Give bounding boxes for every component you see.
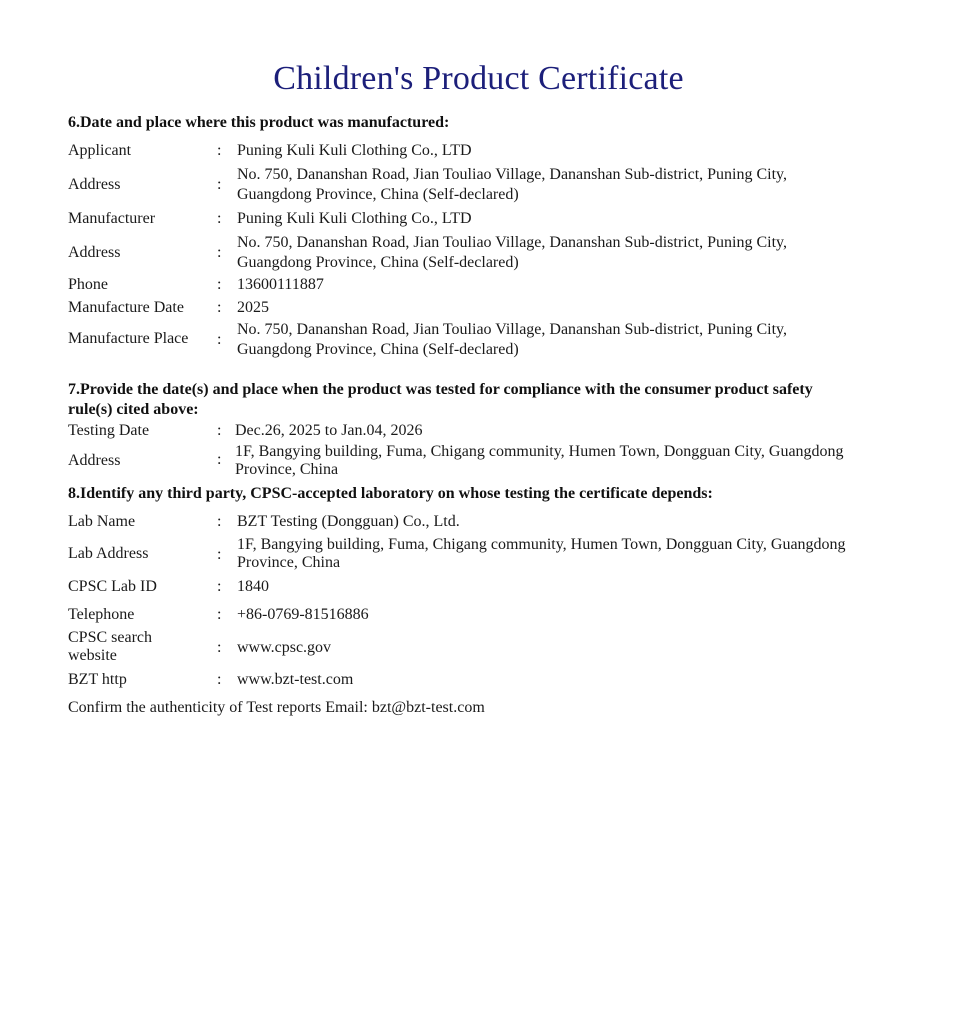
lab-address-value-line1: 1F, Bangying building, Fuma, Chigang community, Humen Town, Dongguan City, Guangdong <box>237 536 846 553</box>
applicant-value: Puning Kuli Kuli Clothing Co., LTD <box>237 142 472 159</box>
bzt-http-value: www.bzt-test.com <box>237 671 354 688</box>
colon: : <box>217 671 222 688</box>
cpsc-search-row <box>68 628 888 666</box>
manufacture-place-row <box>68 320 888 360</box>
colon: : <box>217 142 222 159</box>
colon: : <box>217 606 222 623</box>
colon: : <box>217 578 222 595</box>
address-value-line2: Guangdong Province, China (Self-declared) <box>237 186 519 203</box>
phone-label: Phone <box>68 276 108 293</box>
colon: : <box>217 299 222 316</box>
page-title: Children's Product Certificate <box>273 60 684 97</box>
cpsc-search-label-line2: website <box>68 647 117 664</box>
colon: : <box>217 210 222 227</box>
section-7-heading-line2: rule(s) cited above: <box>68 401 199 418</box>
address-label: Address <box>68 176 121 193</box>
cpsc-lab-id-value: 1840 <box>237 578 269 595</box>
manufacture-place-value-line2: Guangdong Province, China (Self-declared) <box>237 341 519 358</box>
cpsc-search-label-line1: CPSC search <box>68 629 152 646</box>
phone-value: 13600111887 <box>237 276 324 293</box>
colon: : <box>217 422 222 439</box>
address-value-line1: No. 750, Dananshan Road, Jian Touliao Village, Dananshan Sub-district, Puning City, <box>237 166 788 183</box>
applicant-address-row <box>68 165 888 205</box>
authenticity-note: Confirm the authenticity of Test reports Email: bzt@bzt-test.com <box>68 699 485 716</box>
lab-address-row <box>68 535 888 573</box>
applicant-label: Applicant <box>68 142 132 159</box>
testing-date-label: Testing Date <box>68 422 150 439</box>
manufacturer-address-row <box>68 233 888 273</box>
section-6-heading: 6.Date and place where this product was manufactured: <box>68 114 450 131</box>
colon: : <box>217 451 222 468</box>
lab-name-value: BZT Testing (Dongguan) Co., Ltd. <box>237 513 460 530</box>
address-label: Address <box>68 244 121 261</box>
manufacture-date-label: Manufacture Date <box>68 299 184 316</box>
lab-address-value-line2: Province, China <box>237 554 341 571</box>
telephone-label: Telephone <box>68 606 135 623</box>
lab-address-label: Lab Address <box>68 545 149 562</box>
manufacture-place-value-line1: No. 750, Dananshan Road, Jian Touliao Village, Dananshan Sub-district, Puning City, <box>237 321 788 338</box>
colon: : <box>217 244 222 261</box>
address-value-line2: Guangdong Province, China (Self-declared) <box>237 254 519 271</box>
colon: : <box>217 331 222 348</box>
colon: : <box>217 176 222 193</box>
testing-date-value: Dec.26, 2025 to Jan.04, 2026 <box>235 422 423 439</box>
testing-address-row <box>68 442 888 480</box>
colon: : <box>217 639 222 656</box>
manufacture-date-value: 2025 <box>237 299 269 316</box>
telephone-value: +86-0769-81516886 <box>237 606 369 623</box>
testing-address-value-line1: 1F, Bangying building, Fuma, Chigang community, Humen Town, Dongguan City, Guangdong <box>235 443 844 460</box>
cpsc-lab-id-label: CPSC Lab ID <box>68 578 157 595</box>
lab-name-label: Lab Name <box>68 513 136 530</box>
colon: : <box>217 546 222 563</box>
manufacturer-label: Manufacturer <box>68 210 156 227</box>
testing-address-value-line2: Province, China <box>235 461 339 478</box>
colon: : <box>217 513 222 530</box>
section-8-heading: 8.Identify any third party, CPSC-accepted laboratory on whose testing the certificate depends: <box>68 485 713 502</box>
address-value-line1: No. 750, Dananshan Road, Jian Touliao Village, Dananshan Sub-district, Puning City, <box>237 234 788 251</box>
colon: : <box>217 276 222 293</box>
manufacture-place-label: Manufacture Place <box>68 330 189 347</box>
testing-address-label: Address <box>68 452 121 469</box>
bzt-http-label: BZT http <box>68 671 127 688</box>
section-7-heading-line1: 7.Provide the date(s) and place when the product was tested for compliance with the consumer product safety <box>68 381 813 398</box>
manufacturer-value: Puning Kuli Kuli Clothing Co., LTD <box>237 210 472 227</box>
cpsc-search-value: www.cpsc.gov <box>237 639 332 656</box>
